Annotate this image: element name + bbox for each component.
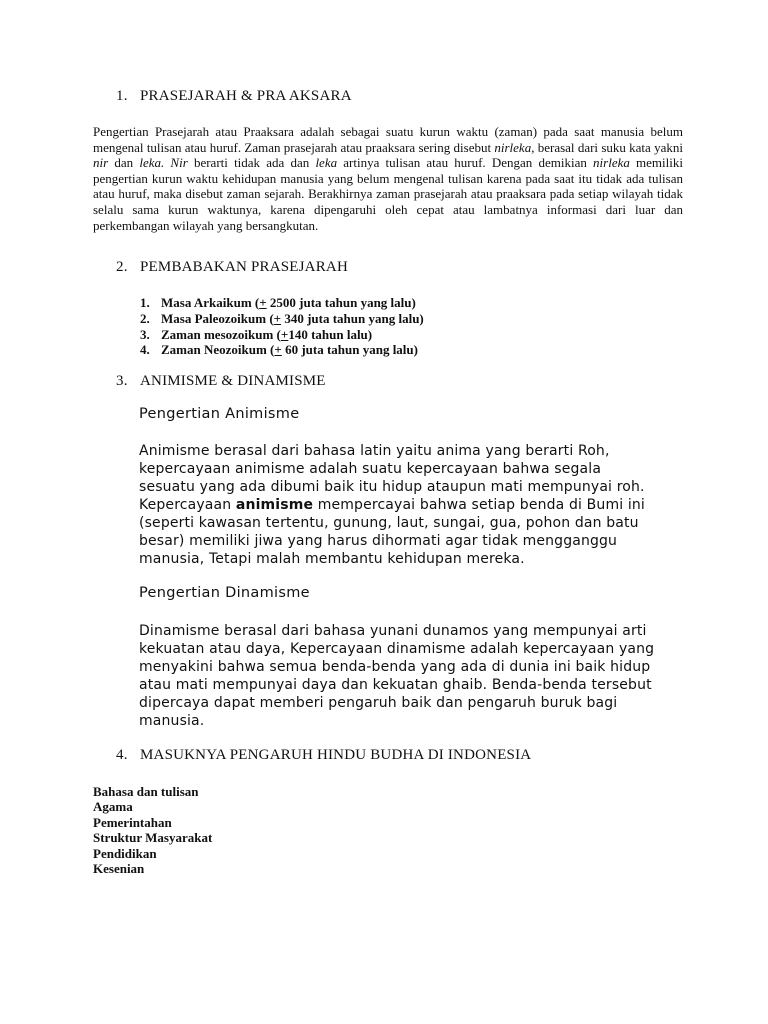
intro-text: Pengertian Prasejarah atau Praaksara adalah sebagai suatu kurun waktu (zaman) pada saat manusia belum mengenal tulisan atau huruf. Zaman prasejarah atau praaksara sering disebut [93, 124, 683, 155]
plus-minus-sign: + [273, 310, 282, 326]
section-heading-3 [116, 373, 326, 390]
animisme-text-1: Animisme berasal dari bahasa latin yaitu anima yang berarti Roh, kepercayaan animisme adalah suatu kepercayaan bahwa segala sesuatu yang ada dibumi baik itu hidup ataupun mati mempunyai roh. [139, 443, 645, 495]
dinamisme-paragraph [139, 622, 659, 730]
list-item: Kesenian [93, 861, 145, 877]
period-text: 60 juta tahun yang lalu) [281, 342, 418, 358]
list-item: Struktur Masyarakat [93, 830, 213, 846]
section-heading-2 [116, 259, 348, 276]
animisme-heading: Pengertian Animisme [139, 406, 300, 422]
intro-italic: leka. Nir [139, 155, 188, 171]
section-number: 3. [116, 373, 128, 389]
period-text: 340 juta tahun yang lalu) [281, 310, 424, 326]
intro-paragraph [93, 124, 683, 233]
period-text: Zaman Neozoikum ( [161, 342, 275, 358]
list-number: 2. [140, 310, 150, 326]
intro-italic: nir [93, 155, 109, 171]
intro-italic: nirleka [593, 155, 630, 171]
plus-minus-sign: + [259, 295, 267, 310]
intro-text: berarti tidak ada dan [187, 155, 316, 171]
plus-minus-sign: + [274, 342, 282, 358]
list-item [140, 342, 424, 358]
section-title: MASUKNYA PENGARUH HINDU BUDHA DI INDONESIA [140, 747, 532, 763]
period-text: Zaman mesozoikum ( [161, 326, 281, 342]
period-text: Masa Paleozoikum ( [161, 310, 274, 326]
intro-text: berasal dari suku kata yakni [534, 139, 683, 155]
section-number: 4. [116, 747, 128, 763]
intro-text: dan [108, 155, 140, 171]
animisme-text: Kepercayaan [139, 497, 236, 513]
section-title: PRASEJARAH & PRA AKSARA [140, 88, 352, 104]
animisme-text: mempercayai bahwa setiap benda di Bumi ini (seperti kawasan tertentu, gunung, laut, sungai, gua, pohon dan batu besar) memiliki jiwa yang harus dihormati agar tidak mengganggu manusia, Tetapi malah membantu kehidupan mereka. [139, 497, 645, 567]
dinamisme-heading: Pengertian Dinamisme [139, 585, 310, 601]
period-text: 140 tahun lalu) [288, 326, 373, 342]
list-number: 1. [140, 295, 150, 310]
section-heading-4 [116, 747, 531, 764]
intro-text: memiliki pengertian kurun waktu kehidupan manusia yang belum mengenal tulisan karena pada saat itu tidak ada tulisan atau huruf, maka disebut zaman sejarah. Berakhirnya zaman prasejarah atau praaksara pada setiap wilayah tidak selalu sama kurun waktunya, karena dipengaruhi oleh cepat atau lambatnya informasi dari luar dan perkembangan wilayah yang bersangkutan. [93, 155, 683, 233]
list-item: Pemerintahan [93, 814, 172, 830]
intro-italic: nirleka, [494, 139, 535, 155]
influence-list [93, 784, 212, 876]
section-number: 1. [116, 88, 128, 104]
list-number: 3. [140, 326, 150, 342]
plus-minus-sign: + [280, 326, 289, 342]
list-item [140, 327, 424, 343]
list-item [140, 311, 424, 327]
intro-italic: leka [315, 155, 338, 171]
section-title: ANIMISME & DINAMISME [140, 373, 326, 389]
period-text: 2500 juta tahun yang lalu) [266, 295, 416, 310]
dinamisme-text: Dinamisme berasal dari bahasa yunani dunamos yang mempunyai arti kekuatan atau daya, Kepercayaan dinamisme adalah kepercayaan yang menyakini bahwa semua benda-benda yang ada di dunia ini baik hidup atau mati mempunyai daya dan kekuatan ghaib. Benda-benda tersebut dipercaya dapat memberi pengaruh baik dan pengaruh buruk bagi manusia. [139, 623, 655, 729]
list-item: Agama [93, 799, 133, 815]
intro-text: artinya tulisan atau huruf. Dengan demikian [337, 155, 594, 171]
list-item: Bahasa dan tulisan [93, 784, 199, 799]
animisme-text-2 [139, 496, 659, 568]
section-number: 2. [116, 259, 128, 275]
section-title: PEMBABAKAN PRASEJARAH [140, 259, 348, 275]
animisme-paragraph [139, 442, 659, 568]
period-text: Masa Arkaikum ( [161, 295, 260, 310]
period-list [140, 295, 424, 358]
section-heading-1 [116, 88, 352, 105]
list-item [140, 295, 424, 311]
list-item: Pendidikan [93, 845, 157, 861]
animisme-bold-term: animisme [235, 497, 314, 513]
list-number: 4. [140, 342, 150, 358]
